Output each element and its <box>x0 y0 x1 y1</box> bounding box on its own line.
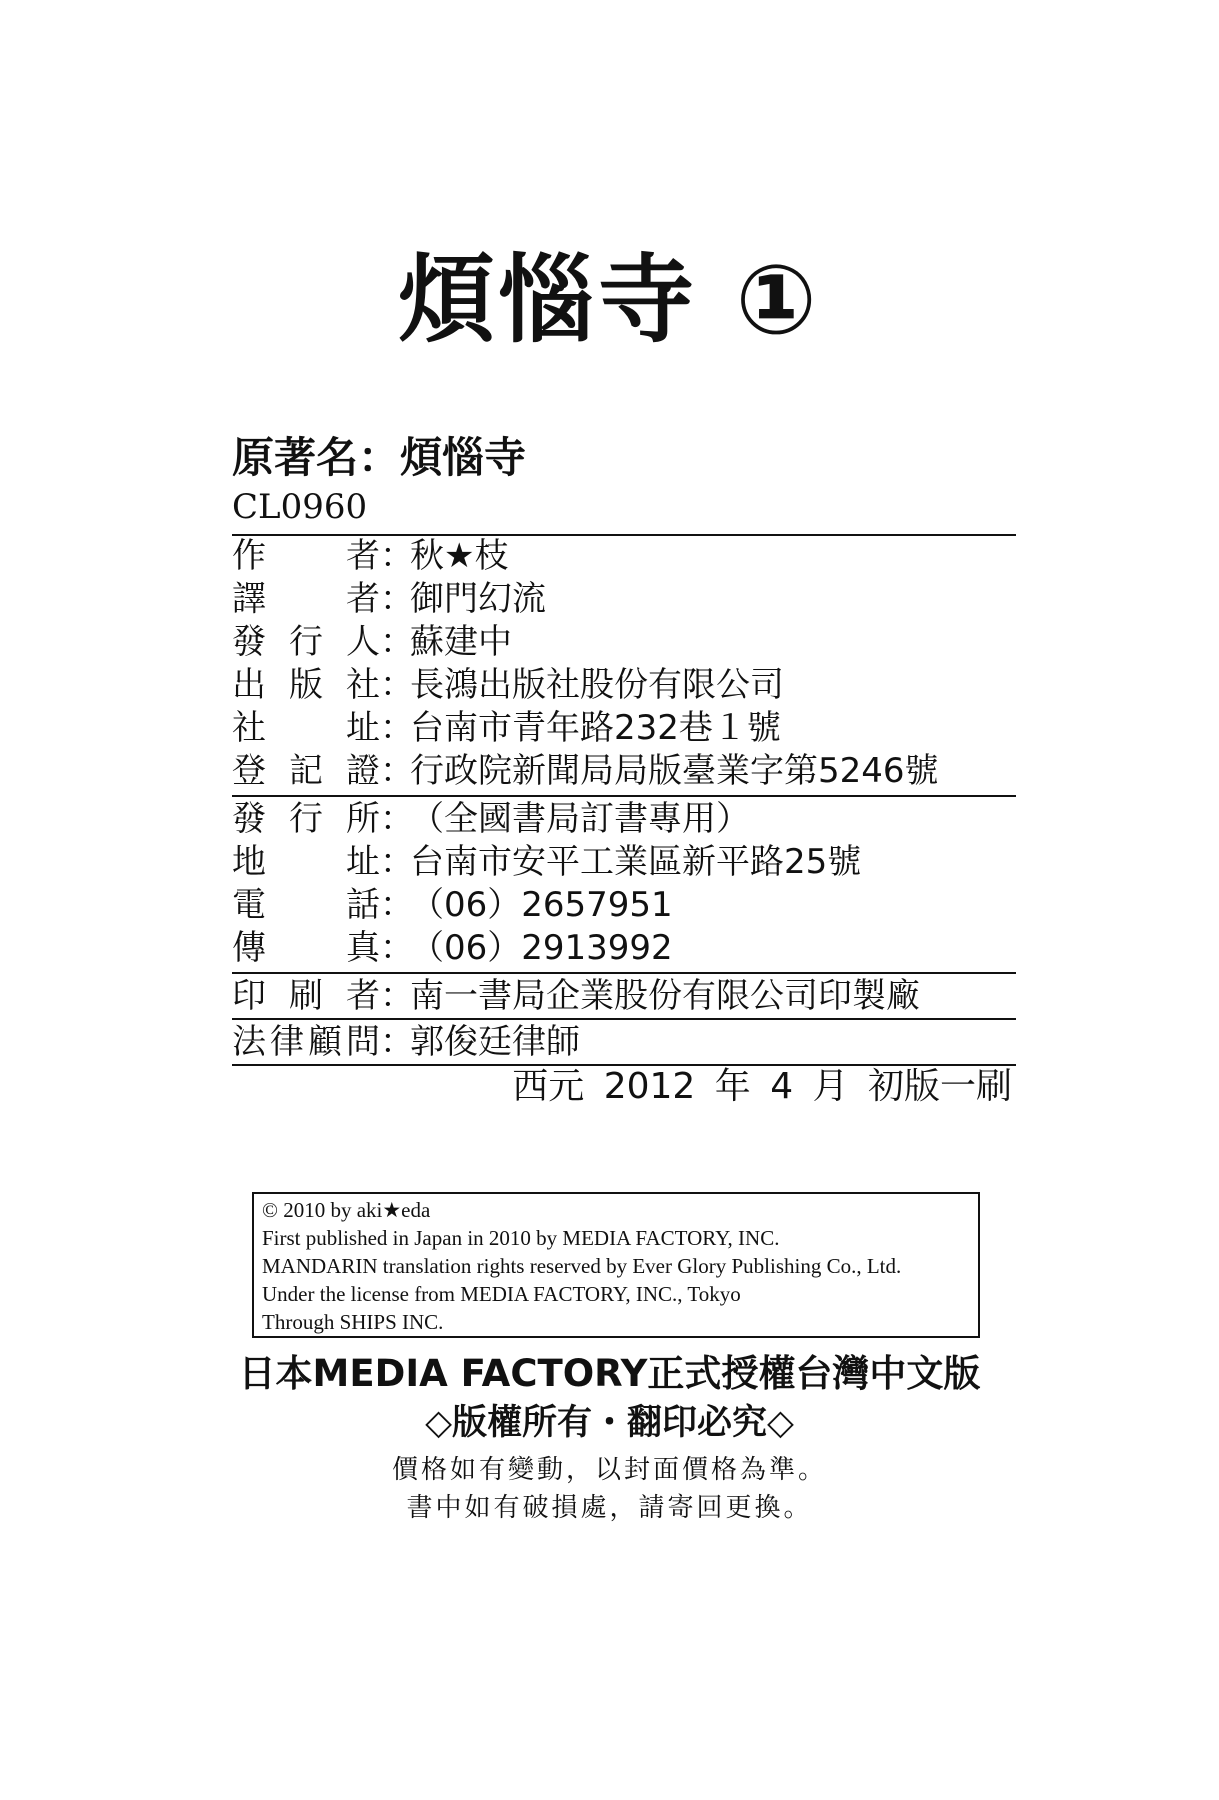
credit-colon: ： <box>380 799 414 839</box>
credit-row-printer <box>232 974 920 1018</box>
credit-row-translator <box>232 577 546 621</box>
book-code: CL0960 <box>232 487 368 527</box>
book-title: 煩惱寺 ① <box>398 244 821 356</box>
copyright-line: Through SHIPS INC. <box>262 1310 444 1334</box>
credit-value: 御門幻流 <box>410 579 546 619</box>
credit-label: 譯者 <box>232 579 380 619</box>
credit-row-legal <box>232 1020 580 1064</box>
credit-row-dist-address <box>232 840 861 884</box>
credit-value: 秋★枝 <box>410 536 509 576</box>
copyright-line: Under the license from MEDIA FACTORY, INC., Tokyo <box>262 1282 741 1306</box>
credit-value: 台南市青年路232巷１號 <box>410 708 781 748</box>
credit-label: 發行人 <box>232 622 380 662</box>
credit-value: （06）2657951 <box>410 885 673 925</box>
credit-colon: ： <box>380 708 414 748</box>
authorization-notice: 日本MEDIA FACTORY正式授權台灣中文版 <box>238 1352 981 1395</box>
rights-notice: ◇版權所有・翻印必究◇ <box>425 1403 794 1443</box>
credit-row-address <box>232 706 781 750</box>
credit-value: 郭俊廷律師 <box>410 1022 580 1062</box>
credit-colon: ： <box>380 1022 414 1062</box>
credit-label: 登記證 <box>232 751 380 791</box>
credit-value: （全國書局訂書專用） <box>410 799 750 839</box>
copyright-box <box>252 1192 980 1338</box>
credit-colon: ： <box>380 665 414 705</box>
credit-label: 作者 <box>232 536 380 576</box>
credit-row-distributor <box>232 797 750 841</box>
credit-value: （06）2913992 <box>410 928 673 968</box>
credit-row-fax <box>232 926 673 970</box>
copyright-line: © 2010 by aki★eda <box>262 1198 431 1222</box>
credit-colon: ： <box>380 885 414 925</box>
credit-row-phone <box>232 883 673 927</box>
damage-note: 書中如有破損處，請寄回更換。 <box>406 1493 813 1523</box>
credit-label: 社址 <box>232 708 380 748</box>
credit-value: 南一書局企業股份有限公司印製廠 <box>410 976 920 1016</box>
credit-value: 長鴻出版社股份有限公司 <box>410 665 784 705</box>
credit-row-registration <box>232 749 939 793</box>
credit-label: 出版社 <box>232 665 380 705</box>
credit-row-publisher <box>232 663 784 707</box>
credit-colon: ： <box>380 536 414 576</box>
credit-colon: ： <box>380 976 414 1016</box>
edition-date: 西元 2012 年 4 月 初版一刷 <box>512 1066 1012 1107</box>
copyright-line: MANDARIN translation rights reserved by Ever Glory Publishing Co., Ltd. <box>262 1254 902 1278</box>
credit-colon: ： <box>380 928 414 968</box>
original-title: 原著名：煩惱寺 <box>232 433 527 482</box>
credit-colon: ： <box>380 579 414 619</box>
credit-value: 台南市安平工業區新平路25號 <box>410 842 862 882</box>
credit-colon: ： <box>380 842 414 882</box>
credit-value: 蘇建中 <box>410 622 512 662</box>
price-note: 價格如有變動，以封面價格為準。 <box>391 1455 827 1485</box>
credit-label: 傳真 <box>232 928 380 968</box>
credit-colon: ： <box>380 751 414 791</box>
credit-row-author <box>232 534 508 578</box>
credit-label: 地址 <box>232 842 380 882</box>
credit-colon: ： <box>380 622 414 662</box>
copyright-line: First published in Japan in 2010 by MEDIA FACTORY, INC. <box>262 1226 780 1250</box>
credit-label: 電話 <box>232 885 380 925</box>
credit-row-publisher-person <box>232 620 512 664</box>
credit-value: 行政院新聞局局版臺業字第5246號 <box>410 751 939 791</box>
credit-label: 發行所 <box>232 799 380 839</box>
credit-label: 印刷者 <box>232 976 380 1016</box>
credit-label: 法律顧問 <box>232 1022 380 1062</box>
